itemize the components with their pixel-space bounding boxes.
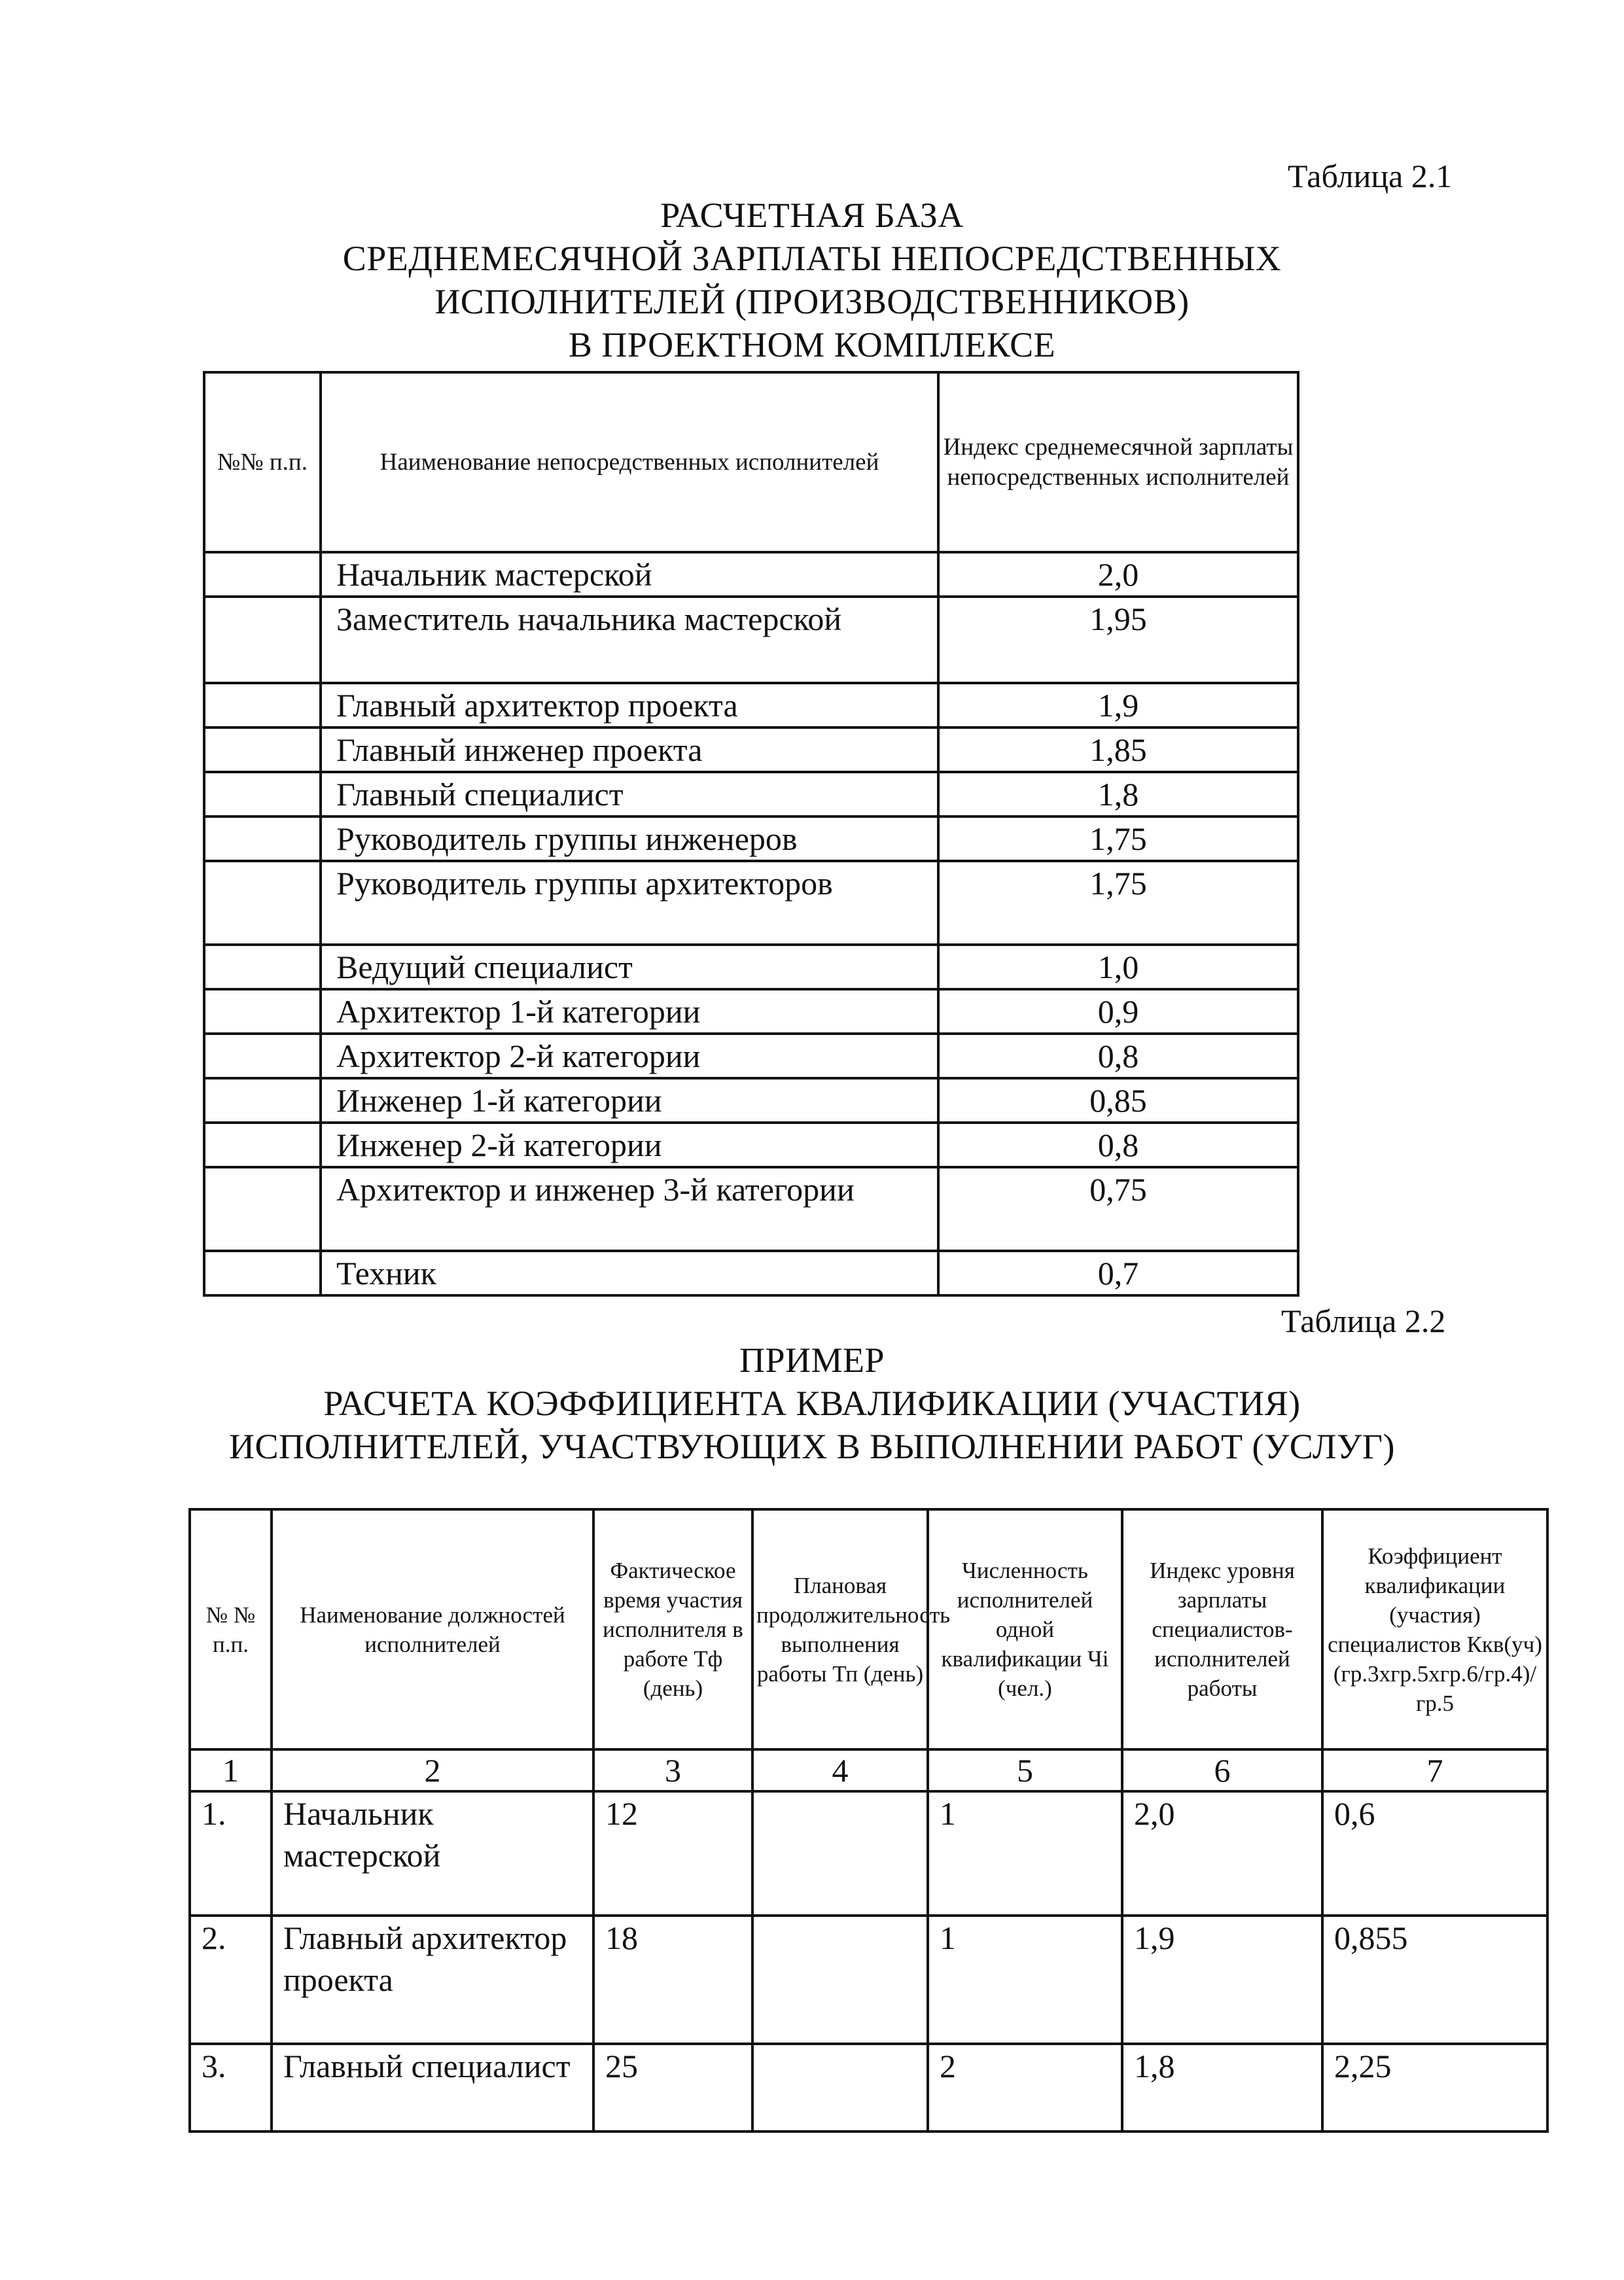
- table2-cell-name: Начальник мастерской: [272, 1791, 593, 1916]
- table1-cell-name: Главный инженер проекта: [321, 728, 938, 772]
- table2-header-cell: Численность исполнителей одной квалификации Чi (чел.): [928, 1509, 1122, 1749]
- table2-row: [190, 1916, 1547, 2044]
- table2-title-line: РАСЧЕТА КОЭФФИЦИЕНТА КВАЛИФИКАЦИИ (УЧАСТИЯ): [323, 1384, 1301, 1423]
- table1-row: [204, 772, 1298, 816]
- table1-cell-index: 1,85: [938, 728, 1298, 772]
- table1-cell-name: Архитектор и инженер 3-й категории: [321, 1167, 938, 1251]
- table1-row: [204, 816, 1298, 861]
- table2-cell-coef: 0,6: [1322, 1791, 1547, 1916]
- table1-row: [204, 552, 1298, 597]
- table1-cell-index: 1,0: [938, 945, 1298, 989]
- table1-cell-num: [204, 945, 321, 989]
- table1-cell-index: 0,85: [938, 1078, 1298, 1123]
- table2-row: [190, 2044, 1547, 2131]
- table2-header-row: [190, 1509, 1547, 1749]
- table2-cell-plan: [752, 1791, 928, 1916]
- column-number: 5: [928, 1749, 1122, 1791]
- table2-cell-num: 3.: [190, 2044, 272, 2131]
- table1-header-num: №№ п.п.: [204, 372, 321, 552]
- table1-cell-num: [204, 683, 321, 728]
- table2-header-cell: Плановая продолжительность выполнения работы Тп (день): [752, 1509, 928, 1749]
- table2-title-line: ИСПОЛНИТЕЛЕЙ, УЧАСТВУЮЩИХ В ВЫПОЛНЕНИИ РАБОТ (УСЛУГ): [228, 1427, 1395, 1466]
- table1-row: [204, 683, 1298, 728]
- table1-cell-index: 0,75: [938, 1167, 1298, 1251]
- table2-header-cell: Коэффициент квалификации (участия) специалистов Ккв(уч) (гр.3хгр.5хгр.6/гр.4)/гр.5: [1322, 1509, 1547, 1749]
- table1-cell-name: Инженер 2-й категории: [321, 1123, 938, 1167]
- table1-row: [204, 597, 1298, 683]
- table2-cell-count: 1: [928, 1791, 1122, 1916]
- table2-cell-fact: 25: [593, 2044, 752, 2131]
- table1-cell-name: Заместитель начальника мастерской: [321, 597, 938, 683]
- table1-cell-num: [204, 1123, 321, 1167]
- table1-row: [204, 989, 1298, 1034]
- table2-cell-index: 2,0: [1122, 1791, 1322, 1916]
- table2-cell-coef: 2,25: [1322, 2044, 1547, 2131]
- table1-title-line: РАСЧЕТНАЯ БАЗА: [660, 196, 964, 235]
- table1-header-index: Индекс среднемесячной зарплаты непосредственных исполнителей: [938, 372, 1298, 552]
- table1-row: [204, 1167, 1298, 1251]
- table2-cell-index: 1,9: [1122, 1916, 1322, 2044]
- table2-cell-num: 1.: [190, 1791, 272, 1916]
- table1-row: [204, 1078, 1298, 1123]
- table2-row: [190, 1791, 1547, 1916]
- table1-cell-name: Главный специалист: [321, 772, 938, 816]
- table1-row: [204, 1123, 1298, 1167]
- table1-cell-name: Инженер 1-й категории: [321, 1078, 938, 1123]
- table1-cell-num: [204, 816, 321, 861]
- table2-cell-fact: 18: [593, 1916, 752, 2044]
- table1-cell-index: 1,8: [938, 772, 1298, 816]
- column-number: 1: [190, 1749, 272, 1791]
- table1-row: [204, 1251, 1298, 1295]
- table1-cell-index: 0,7: [938, 1251, 1298, 1295]
- table1-cell-name: Техник: [321, 1251, 938, 1295]
- table1-cell-name: Главный архитектор проекта: [321, 683, 938, 728]
- table1-cell-index: 1,95: [938, 597, 1298, 683]
- table1-cell-num: [204, 772, 321, 816]
- table1-cell-num: [204, 597, 321, 683]
- qualification-coefficient-table: [188, 1508, 1549, 2133]
- table1-cell-index: 0,9: [938, 989, 1298, 1034]
- column-number: 3: [593, 1749, 752, 1791]
- table1-cell-num: [204, 1167, 321, 1251]
- table2-cell-name: Главный специалист: [272, 2044, 593, 2131]
- table1-cell-name: Архитектор 1-й категории: [321, 989, 938, 1034]
- table1-cell-name: Руководитель группы инженеров: [321, 816, 938, 861]
- table2-cell-count: 1: [928, 1916, 1122, 2044]
- table1-row: [204, 861, 1298, 945]
- table2-cell-fact: 12: [593, 1791, 752, 1916]
- table2-column-number-row: [190, 1749, 1547, 1791]
- table2-cell-plan: [752, 1916, 928, 2044]
- column-number: 2: [272, 1749, 593, 1791]
- table1-title-line: В ПРОЕКТНОМ КОМПЛЕКСЕ: [568, 325, 1056, 364]
- column-number: 6: [1122, 1749, 1322, 1791]
- table1-cell-num: [204, 861, 321, 945]
- table1-header-row: [204, 372, 1298, 552]
- table2-cell-name: Главный архитектор проекта: [272, 1916, 593, 2044]
- table1-cell-num: [204, 989, 321, 1034]
- column-number: 4: [752, 1749, 928, 1791]
- table2-header-cell: Индекс уровня зарплаты специалистов-исполнителей работы: [1122, 1509, 1322, 1749]
- table1-cell-num: [204, 552, 321, 597]
- table2-title: [0, 1339, 1624, 1468]
- table2-header-cell: № № п.п.: [190, 1509, 272, 1749]
- table1-cell-index: 1,75: [938, 861, 1298, 945]
- table2-header-cell: Фактическое время участия исполнителя в работе Тф (день): [593, 1509, 752, 1749]
- table2-cell-plan: [752, 2044, 928, 2131]
- column-number: 7: [1322, 1749, 1547, 1791]
- table2-cell-count: 2: [928, 2044, 1122, 2131]
- table2-header-cell: Наименование должностей исполнителей: [272, 1509, 593, 1749]
- table1-cell-num: [204, 728, 321, 772]
- table1-cell-index: 2,0: [938, 552, 1298, 597]
- table1-cell-index: 1,75: [938, 816, 1298, 861]
- table1-title: [0, 194, 1624, 366]
- table1-number-label: Таблица 2.1: [1288, 158, 1453, 194]
- table1-cell-name: Архитектор 2-й категории: [321, 1034, 938, 1078]
- table1-title-line: ИСПОЛНИТЕЛЕЙ (ПРОИЗВОДСТВЕННИКОВ): [434, 282, 1190, 321]
- table1-cell-name: Руководитель группы архитекторов: [321, 861, 938, 945]
- table1-cell-index: 0,8: [938, 1034, 1298, 1078]
- table1-title-line: СРЕДНЕМЕСЯЧНОЙ ЗАРПЛАТЫ НЕПОСРЕДСТВЕННЫХ: [342, 239, 1282, 278]
- table2-number-label: Таблица 2.2: [1281, 1303, 1446, 1339]
- table1-row: [204, 728, 1298, 772]
- table1-cell-index: 0,8: [938, 1123, 1298, 1167]
- table1-row: [204, 945, 1298, 989]
- salary-index-table: [203, 371, 1299, 1297]
- table1-cell-num: [204, 1251, 321, 1295]
- table1-cell-index: 1,9: [938, 683, 1298, 728]
- table1-cell-num: [204, 1034, 321, 1078]
- table1-header-name: Наименование непосредственных исполнителей: [321, 372, 938, 552]
- table1-row: [204, 1034, 1298, 1078]
- table1-cell-name: Ведущий специалист: [321, 945, 938, 989]
- table2-cell-coef: 0,855: [1322, 1916, 1547, 2044]
- table2-cell-index: 1,8: [1122, 2044, 1322, 2131]
- table2-cell-num: 2.: [190, 1916, 272, 2044]
- table1-cell-num: [204, 1078, 321, 1123]
- table1-cell-name: Начальник мастерской: [321, 552, 938, 597]
- table2-title-line: ПРИМЕР: [739, 1341, 885, 1380]
